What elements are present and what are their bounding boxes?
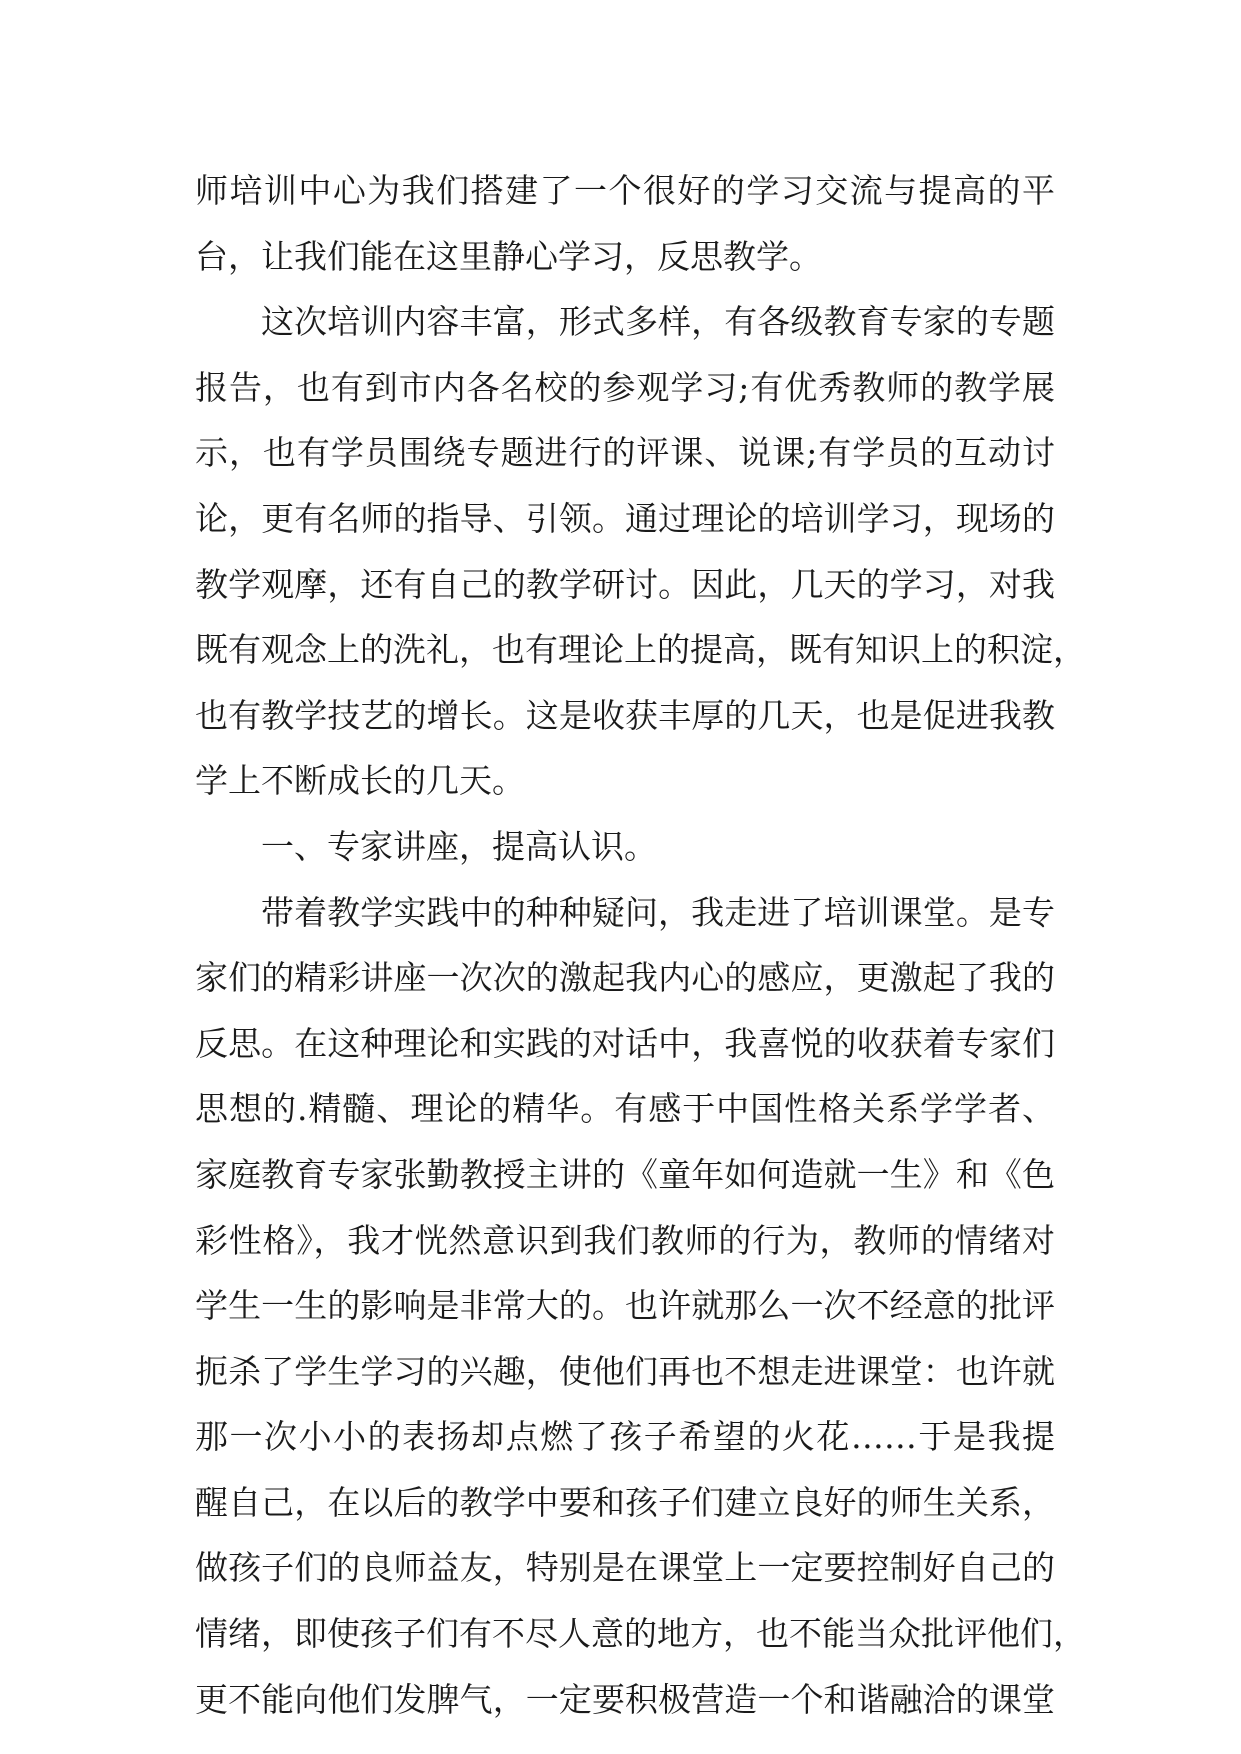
text-line: 带着教学实践中的种种疑问，我走进了培训课堂。是专 [261, 892, 1055, 932]
text-line: 学上不断成长的几天。 [195, 761, 525, 801]
text-line: 那一次小小的表扬却点燃了孩子希望的火花……于是我提 [195, 1417, 1055, 1457]
text-line: 家庭教育专家张勤教授主讲的《童年如何造就一生》和《色 [195, 1154, 1055, 1194]
text-line: 也有教学技艺的增长。这是收获丰厚的几天，也是促进我教 [195, 695, 1055, 735]
text-line: 示，也有学员围绕专题进行的评课、说课;有学员的互动讨 [195, 433, 1055, 473]
text-line: 学生一生的影响是非常大的。也许就那么一次不经意的批评 [195, 1286, 1055, 1326]
text-line: 教学观摩，还有自己的教学研讨。因此，几天的学习，对我 [195, 564, 1055, 604]
text-line: 论，更有名师的指导、引领。通过理论的培训学习，现场的 [195, 498, 1055, 538]
text-line: 扼杀了学生学习的兴趣，使他们再也不想走进课堂：也许就 [195, 1351, 1055, 1391]
text-line: 情绪，即使孩子们有不尽人意的地方，也不能当众批评他们， [195, 1614, 1086, 1654]
text-line: 醒自己，在以后的教学中要和孩子们建立良好的师生关系， [195, 1482, 1055, 1522]
text-line: 台，让我们能在这里静心学习，反思教学。 [195, 236, 822, 276]
text-line: 这次培训内容丰富，形式多样，有各级教育专家的专题 [261, 302, 1055, 342]
text-line: 家们的精彩讲座一次次的激起我内心的感应，更激起了我的 [195, 958, 1055, 998]
text-line: 报告，也有到市内各名校的参观学习;有优秀教师的教学展 [195, 367, 1055, 407]
text-line: 反思。在这种理论和实践的对话中，我喜悦的收获着专家们 [195, 1023, 1055, 1063]
text-line: 一、专家讲座，提高认识。 [261, 826, 657, 866]
text-line: 思想的.精髓、理论的精华。有感于中国性格关系学学者、 [195, 1089, 1055, 1129]
text-line: 彩性格》，我才恍然意识到我们教师的行为，教师的情绪对 [195, 1220, 1055, 1260]
text-line: 既有观念上的洗礼，也有理论上的提高，既有知识上的积淀， [195, 630, 1086, 670]
text-line: 做孩子们的良师益友，特别是在课堂上一定要控制好自己的 [195, 1548, 1055, 1588]
text-line: 更不能向他们发脾气，一定要积极营造一个和谐融洽的课堂 [195, 1679, 1055, 1719]
text-line: 师培训中心为我们搭建了一个很好的学习交流与提高的平 [195, 171, 1055, 210]
body-text [195, 158, 1086, 1732]
